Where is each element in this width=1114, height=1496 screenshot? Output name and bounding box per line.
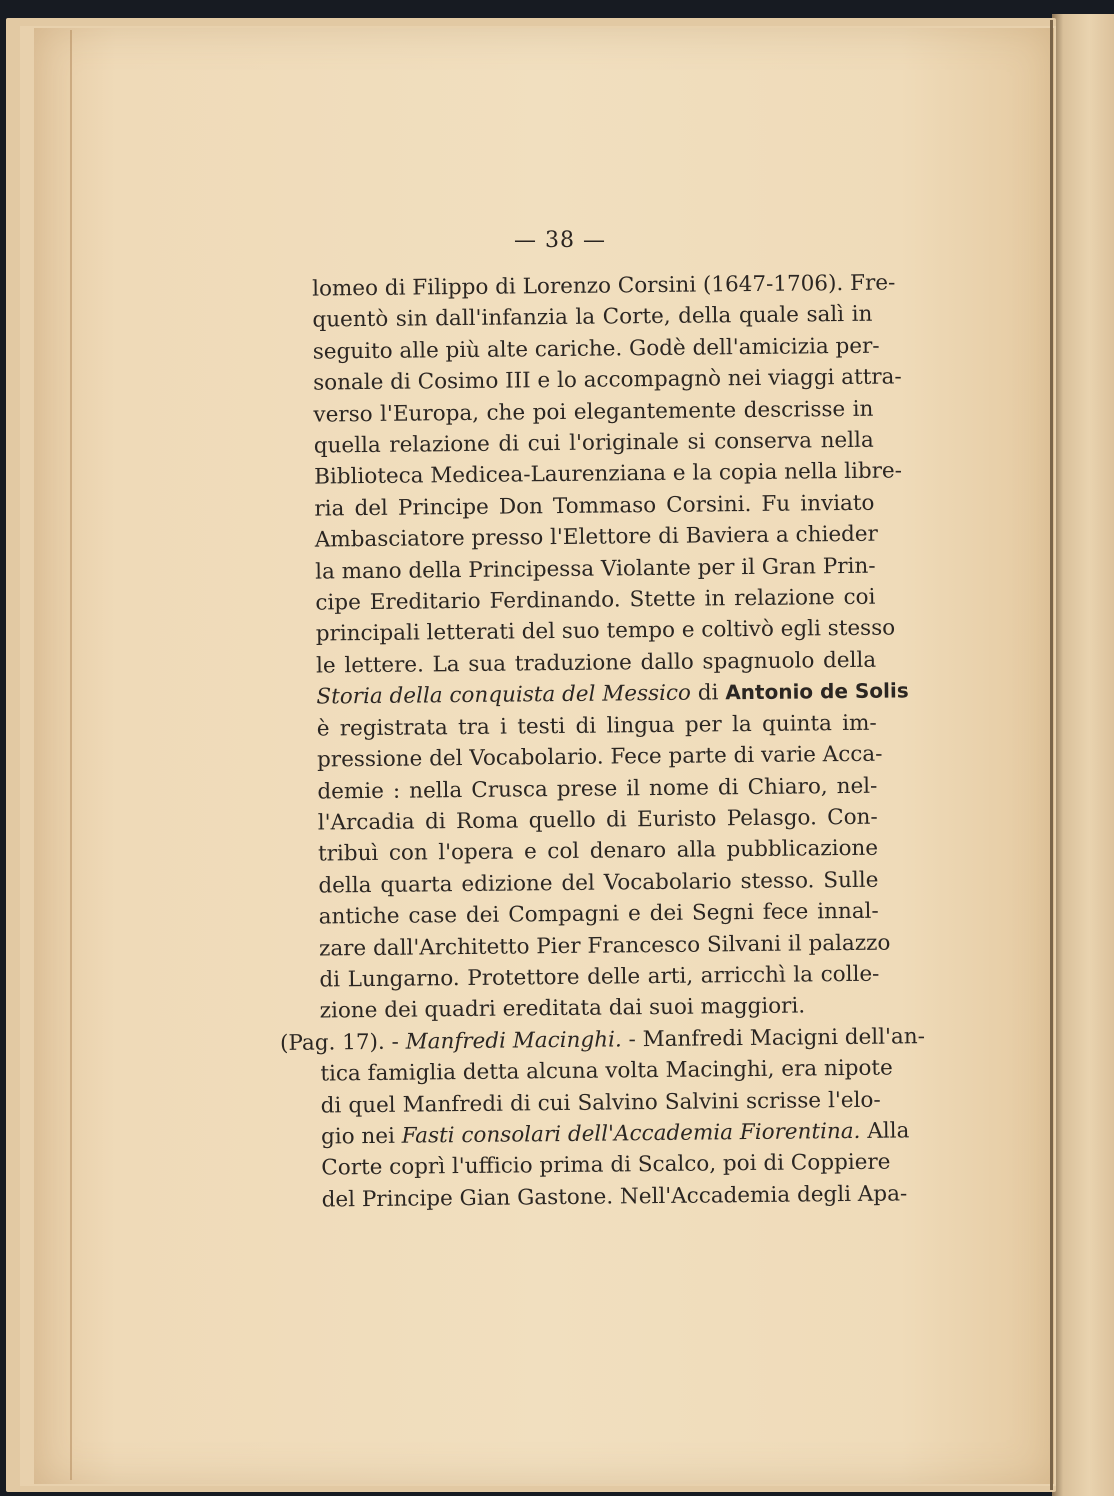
text-line: verso l'Europa, che poi elegantemente descrisse in: [313, 396, 874, 428]
text-line: Corte coprì l'ufficio prima di Scalco, poi di Coppiere: [321, 1149, 891, 1181]
text-line: zare dall'Architetto Pier Francesco Silvani il palazzo: [318, 930, 891, 962]
text-line: zione dei quadri ereditata dai suoi maggiori.: [319, 993, 806, 1024]
book-title-italic: Storia della conquista del Messico: [316, 680, 692, 710]
text-line: del Principe Gian Gastone. Nell'Accademia degli Apa-: [321, 1181, 908, 1213]
text-fragment: gio nei: [320, 1123, 402, 1150]
text-line: ria del Principe Don Tommaso Corsini. Fu inviato: [314, 490, 875, 522]
text-line: è registrata tra i testi di lingua per la quinta im-: [316, 710, 877, 742]
text-fragment: di: [690, 680, 726, 706]
text-line: demie : nella Crusca prese il nome di Chiaro, nel-: [317, 773, 878, 805]
page-reference: (Pag. 17). -: [279, 1029, 406, 1056]
text-line: l'Arcadia di Roma quello di Euristo Pelasgo. Con-: [317, 804, 878, 836]
text-line: quentò sin dall'infanzia la Corte, della quale salì in: [312, 302, 873, 333]
text-line: di quel Manfredi di cui Salvino Salvini scrisse l'elo-: [320, 1087, 881, 1119]
text-line: cipe Ereditario Ferdinando. Stette in relazione coi: [315, 584, 876, 616]
text-line: antiche case dei Compagni e dei Segni fece innal-: [318, 898, 879, 930]
text-line: sonale di Cosimo III e lo accompagnò nei viaggi attra-: [313, 364, 902, 396]
text-line: le lettere. La sua traduzione dallo spagnuolo della: [315, 647, 877, 679]
text-line: quella relazione di cui l'originale si conserva nella: [313, 427, 874, 459]
gutter: [1050, 20, 1053, 1490]
text-fragment: Alla: [860, 1118, 910, 1144]
text-line: tica famiglia detta alcuna volta Macinghi, era nipote: [320, 1055, 893, 1087]
text-line: pressione del Vocabolario. Fece parte di varie Acca-: [316, 741, 883, 773]
text-line: tribuì con l'opera e col denaro alla pubblicazione: [317, 835, 879, 867]
work-title-italic: Fasti consolari dell'Accademia Fiorentina.: [401, 1118, 861, 1149]
entry-title: Manfredi Macinghi.: [405, 1027, 622, 1055]
page-number: — 38 —: [514, 228, 606, 253]
text-line: di Lungarno. Protettore delle arti, arricchì la colle-: [319, 961, 880, 993]
text-line: seguito alle più alte cariche. Godè dell'amicizia per-: [312, 333, 880, 365]
text-line: lomeo di Filippo di Lorenzo Corsini (1647-1706). Fre-: [312, 270, 896, 302]
page-fold-line: [70, 30, 72, 1480]
text-line: Ambasciatore presso l'Elettore di Baviera a chieder: [314, 521, 879, 553]
body-text: [272, 268, 926, 1216]
facing-page-edge: [1052, 14, 1114, 1496]
text-line: la mano della Principessa Violante per il Gran Prin-: [314, 553, 876, 585]
text-line: della quarta edizione del Vocabolario stesso. Sulle: [318, 867, 879, 899]
author-name-bold: Antonio de Solis: [725, 678, 909, 705]
text-fragment: - Manfredi Macigni dell'an-: [621, 1023, 926, 1053]
text-line: Biblioteca Medicea-Laurenziana e la copia nella libre-: [314, 458, 903, 491]
text-line: principali letterati del suo tempo e coltivò egli stesso: [315, 615, 896, 648]
